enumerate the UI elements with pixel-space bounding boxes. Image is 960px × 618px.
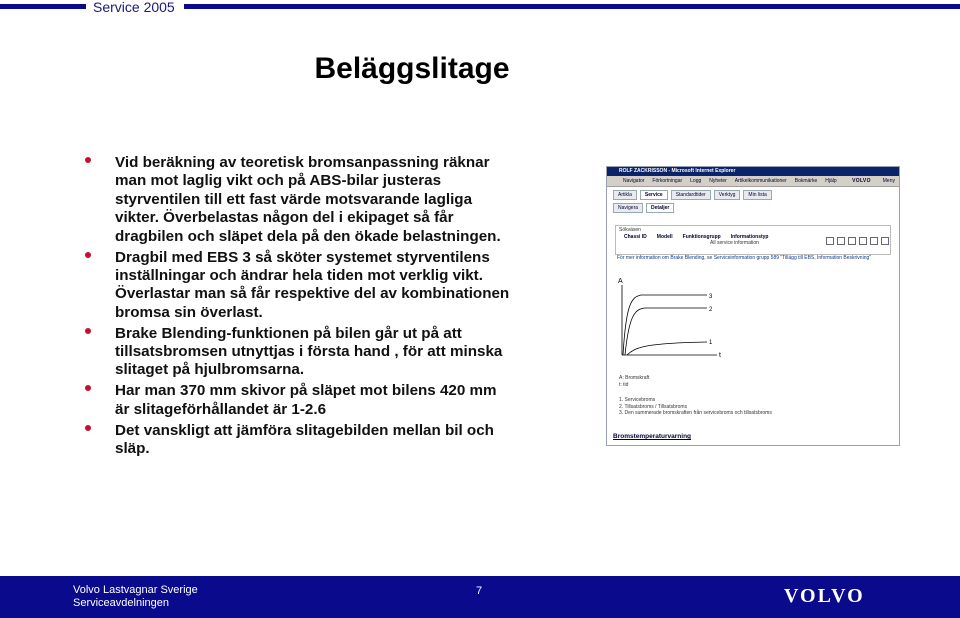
step-item: 3. Den summerade bromskraften från servicebroms och tillsatsbroms bbox=[619, 410, 772, 416]
menu-item-article-communications[interactable]: Artikelkommunikationer bbox=[734, 178, 787, 184]
bullet-item bbox=[85, 325, 515, 380]
tab-details[interactable]: Detaljer bbox=[646, 203, 674, 213]
field-chassis-id: Chassi ID bbox=[624, 234, 647, 240]
field-function-group: Funktionsgrupp bbox=[682, 234, 721, 240]
bullet-dot-icon bbox=[85, 157, 91, 163]
secondary-tabs bbox=[607, 200, 899, 213]
graph-axis-a-label: A bbox=[618, 278, 623, 285]
bullet-text: Dragbil med EBS 3 så sköter systemet styrventilens inställningar och ändrar hela tiden mot verklig vikt. Överlastar man så får respektive del av kombinationen bromsa sin överlast. bbox=[115, 248, 510, 321]
bullet-text: Det vanskligt att jämföra slitagebilden mellan bil och släp. bbox=[115, 421, 494, 458]
graph-curve-2 bbox=[625, 308, 707, 355]
bullet-dot-icon bbox=[85, 425, 91, 431]
footer-company bbox=[73, 584, 198, 610]
tab-tools[interactable]: Verktyg bbox=[714, 190, 741, 200]
info-text: För mer information om Brake Blending, se Serviceinformation grupp 589 "Tillägg till EBS, Information Beskrivning" bbox=[617, 255, 872, 261]
panel-header: Sökväsen bbox=[619, 227, 641, 233]
volvo-logo: VOLVO bbox=[784, 585, 865, 607]
bullet-item bbox=[85, 422, 515, 459]
brake-temperature-warning-link[interactable]: Bromstemperaturvarning bbox=[613, 433, 692, 440]
bookmark-icon[interactable] bbox=[859, 237, 867, 245]
info-icon[interactable] bbox=[870, 237, 878, 245]
window-title: ROLF ZACKRISSON - Microsoft Internet Explorer bbox=[607, 167, 899, 176]
footer bbox=[0, 576, 960, 618]
bullet-text: Har man 370 mm skivor på släpet mot bilens 420 mm är slitageförhållandet är 1-2.6 bbox=[115, 382, 497, 418]
graph-axis-t-label: t bbox=[719, 352, 721, 359]
menu-item-menu[interactable]: Meny bbox=[882, 178, 895, 184]
step-item: 2. Tillsatsbroms / Tillsatsbroms bbox=[619, 403, 688, 410]
graph-label-2: 2 bbox=[709, 307, 713, 313]
bullet-dot-icon bbox=[85, 252, 91, 258]
tab-my-list[interactable]: Min lista bbox=[743, 190, 771, 200]
screenshot-brand-logo: VOLVO bbox=[852, 178, 871, 184]
menu-item-news[interactable]: Nyheter bbox=[709, 178, 727, 184]
primary-tabs bbox=[607, 187, 899, 200]
bullet-item bbox=[85, 154, 515, 246]
legend-item: A: Bromskraft bbox=[619, 375, 650, 381]
search-icon[interactable] bbox=[848, 237, 856, 245]
bullet-text: Brake Blending-funktionen på bilen går ut på att tillsatsbromsen utnyttjas i första hand , för att minska slitaget på hjulbromsarna. bbox=[115, 324, 503, 379]
graph-legend bbox=[619, 375, 649, 388]
menu-item-abbreviations[interactable]: Förkortningar bbox=[652, 178, 683, 184]
graph-label-1: 1 bbox=[709, 340, 713, 346]
menu-item-navigator[interactable]: Navigator bbox=[623, 178, 645, 184]
bullet-item bbox=[85, 382, 515, 419]
graph-curve-1 bbox=[627, 342, 707, 355]
top-bar-left-stripe bbox=[0, 4, 86, 9]
tab-articles[interactable]: Artikla bbox=[613, 190, 637, 200]
graph-steps bbox=[619, 397, 772, 417]
step-item: 1. Servicebroms bbox=[619, 397, 656, 403]
footer-department: Serviceavdelningen bbox=[73, 597, 170, 609]
tab-navigate[interactable]: Navigera bbox=[613, 203, 643, 213]
menu-bar bbox=[607, 176, 899, 187]
embedded-screenshot bbox=[606, 166, 900, 446]
bullet-item bbox=[85, 249, 515, 323]
page-number: 7 bbox=[476, 585, 483, 597]
legend-item: t: tid bbox=[619, 381, 629, 388]
graph-curve-3 bbox=[623, 295, 707, 355]
bullet-list bbox=[85, 154, 515, 461]
settings-icon[interactable] bbox=[881, 237, 889, 245]
footer-company-name: Volvo Lastvagnar Sverige bbox=[73, 584, 198, 596]
tab-service[interactable]: Service bbox=[640, 190, 668, 200]
bullet-text: Vid beräkning av teoretisk bromsanpassning räknar man mot laglig vikt och på ABS-bilar justeras styrventilen till ett fast värde motsvarande lagliga vikter. Överbelastas någon del i ekipaget så får dragbilen och släpet dela på den ökade belastningen. bbox=[115, 154, 501, 245]
menu-item-bookmark[interactable]: Bokmärke bbox=[794, 178, 818, 184]
toolbar-icons bbox=[826, 237, 889, 245]
bullet-dot-icon bbox=[85, 385, 91, 391]
field-info-type: Informationstyp bbox=[730, 234, 769, 240]
menu-item-help[interactable]: Hjälp bbox=[825, 178, 837, 184]
top-bar-right-stripe bbox=[184, 4, 960, 9]
slide-title: Beläggslitage bbox=[314, 52, 510, 85]
tab-standard-times[interactable]: Standardtider bbox=[671, 190, 711, 200]
panel-subtext: All service information bbox=[710, 240, 759, 246]
bullet-dot-icon bbox=[85, 328, 91, 334]
copy-icon[interactable] bbox=[837, 237, 845, 245]
menu-item-log[interactable]: Logg bbox=[690, 178, 702, 184]
print-icon[interactable] bbox=[826, 237, 834, 245]
field-model: Modell bbox=[656, 234, 673, 240]
top-bar bbox=[0, 0, 960, 13]
header-label: Service 2005 bbox=[93, 0, 175, 15]
brake-force-graph bbox=[617, 275, 737, 371]
graph-label-3: 3 bbox=[709, 294, 713, 300]
